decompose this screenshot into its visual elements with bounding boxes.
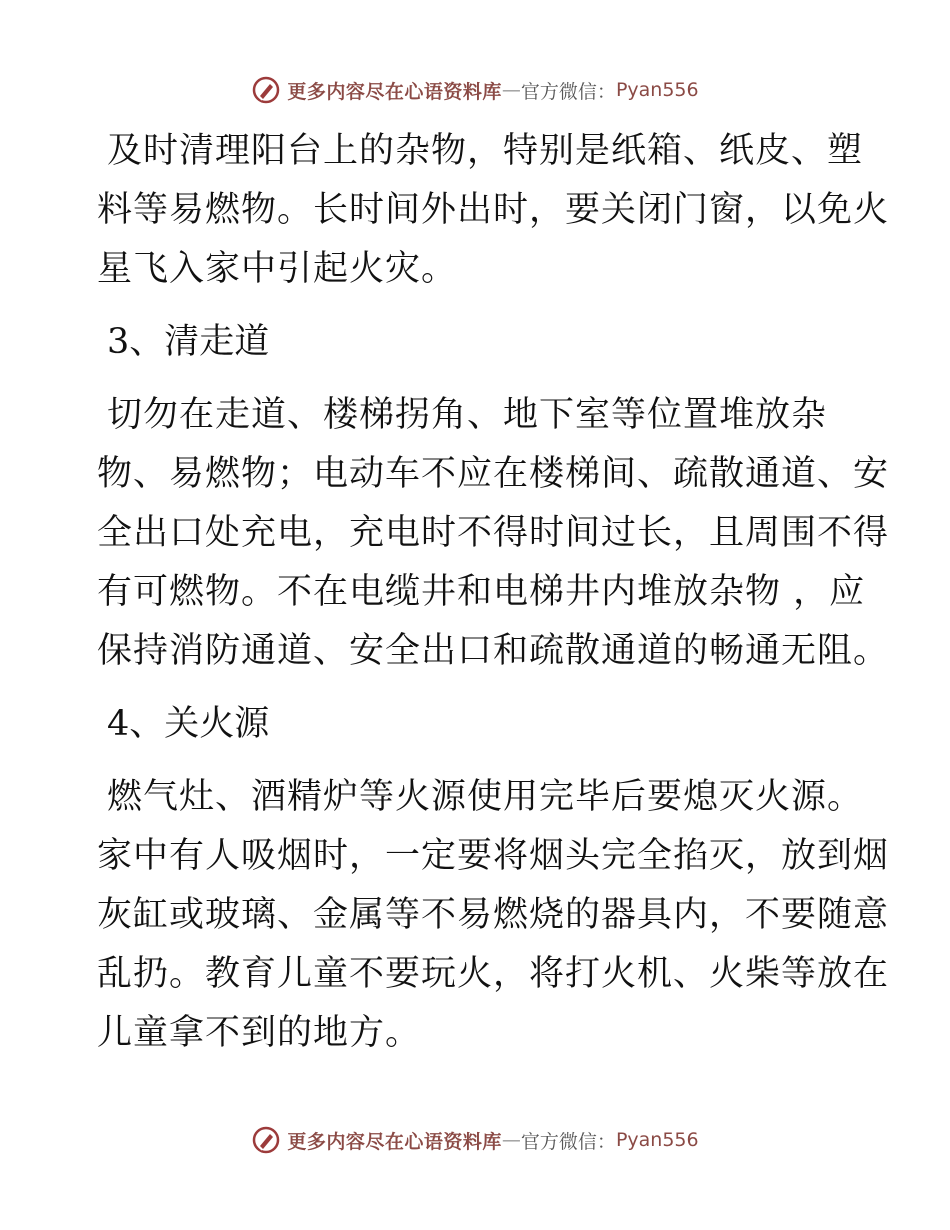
fountain-pen-logo-icon [251,75,281,105]
text-line: 星飞入家中引起火灾。 [97,249,458,289]
paragraph-corridor [97,386,890,681]
banner-wechat-id: Pyan556 [615,79,699,101]
banner-dash: — [501,1129,521,1151]
text-line: 及时清理阳台上的杂物，特别是纸箱、纸皮、塑 [107,131,864,171]
text-line: 乱扔。教育儿童不要玩火，将打火机、火柴等放在 [97,954,890,994]
paragraph-balcony [97,122,890,299]
text-line: 灰缸或玻璃、金属等不易燃烧的器具内，不要随意 [97,895,890,935]
fountain-pen-logo-icon [251,1125,281,1155]
document-body [97,122,890,1063]
banner-official-label: 官方微信： [520,80,616,103]
header-watermark-banner [0,70,950,110]
text-line: 保持消防通道、安全出口和疏散通道的畅通无阻。 [97,631,890,671]
text-line: 全出口处充电，充电时不得时间过长，且周围不得 [97,513,890,553]
banner-wechat-id: Pyan556 [615,1129,699,1151]
banner-brand-text: 更多内容尽在心语资料库 [287,1130,502,1153]
banner-official-label: 官方微信： [520,1130,616,1153]
text-line: 有可燃物。不在电缆井和电梯井内堆放杂物 ，应 [97,572,866,612]
text-line: 切勿在走道、楼梯拐角、地下室等位置堆放杂 [107,395,828,435]
banner-brand-text: 更多内容尽在心语资料库 [287,80,502,103]
text-line: 燃气灶、酒精炉等火源使用完毕后要熄灭火源。 [107,777,864,817]
text-line: 家中有人吸烟时，一定要将烟头完全掐灭，放到烟 [97,836,890,876]
banner-dash: — [501,79,521,101]
text-line: 儿童拿不到的地方。 [97,1013,422,1053]
paragraph-fire-source [97,768,890,1063]
text-line: 物、易燃物；电动车不应在楼梯间、疏散通道、安 [97,454,890,494]
footer-watermark-banner [0,1120,950,1160]
text-line: 料等易燃物。长时间外出时，要关闭门窗，以免火 [97,190,890,230]
section-heading-3: 3、清走道 [107,322,270,362]
section-heading-4: 4、关火源 [107,704,270,744]
